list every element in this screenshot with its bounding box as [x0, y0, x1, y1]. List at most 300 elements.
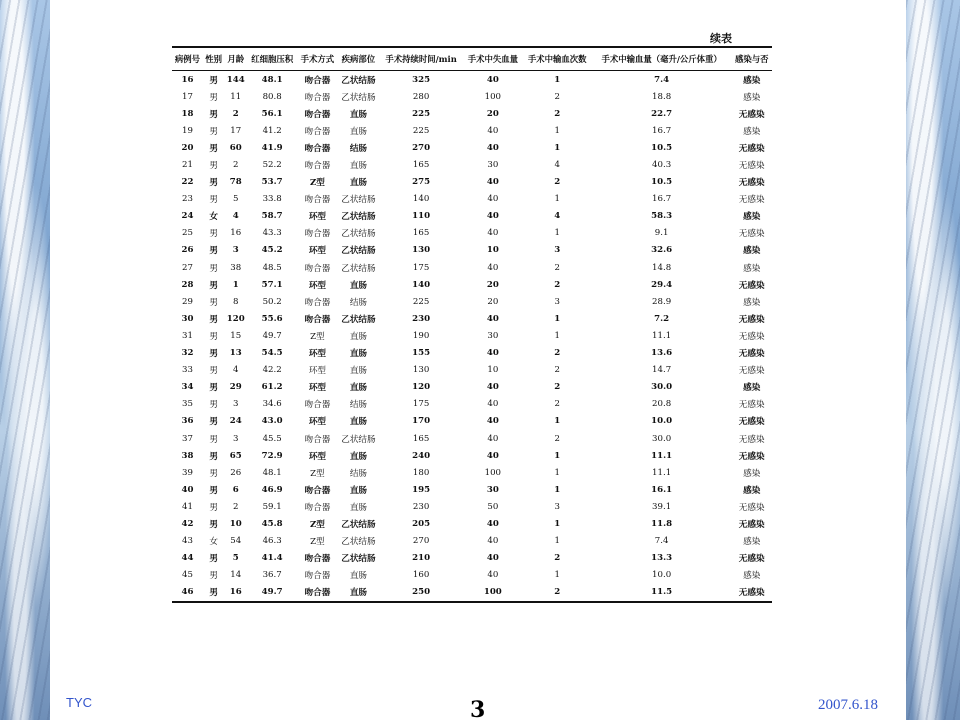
table-cell: 感染 [743, 297, 761, 308]
table-cell: 乙状结肠 [341, 195, 376, 206]
table-cell: 41.4 [261, 553, 283, 564]
table-cell: 230 [412, 313, 431, 324]
table-cell: 40 [487, 262, 499, 273]
table-cell: 男 [209, 246, 218, 257]
table-cell: 吻合器 [304, 126, 331, 137]
table-cell: 环型 [308, 417, 327, 428]
table-cell: 43 [182, 536, 193, 547]
table-cell: 乙状结肠 [341, 434, 376, 445]
table-cell: Z型 [309, 178, 325, 189]
table-cell: 乙状结肠 [341, 212, 376, 223]
table-cell: 男 [209, 349, 218, 360]
table-cell: 感染 [743, 537, 761, 548]
table-cell: 16 [181, 74, 194, 85]
table-cell: 43.3 [262, 228, 282, 239]
table-cell: 33 [182, 365, 193, 376]
table-cell: 30 [487, 330, 499, 341]
table-cell: 男 [209, 143, 218, 154]
table-cell: 175 [412, 399, 430, 410]
table-cell: 环型 [308, 212, 327, 223]
table-cell: 结肠 [349, 468, 368, 479]
table-cell: 无感染 [738, 417, 765, 428]
table-cell: 155 [412, 348, 431, 359]
table-cell: 40 [487, 228, 499, 239]
table-cell: 21 [182, 160, 193, 171]
table-cell: 17 [182, 91, 193, 102]
table-cell: 9.1 [654, 228, 669, 239]
table-cell: 165 [412, 228, 430, 239]
table-cell: 40 [487, 125, 499, 136]
table-cell: 感染 [743, 263, 761, 274]
table-cell: 31 [182, 330, 193, 341]
table-cell: 2 [554, 91, 560, 102]
table-cell: 40 [486, 313, 499, 324]
table-cell: 无感染 [738, 519, 765, 530]
table-cell: 100 [484, 91, 502, 102]
table-cell: 43.0 [261, 416, 283, 427]
table-cell: 直肠 [349, 178, 368, 189]
table-cell: 40 [486, 348, 499, 359]
table-cell: 49.7 [261, 587, 283, 598]
column-header: 感染与否 [731, 47, 772, 71]
table-cell: 11.5 [651, 587, 673, 598]
table-row [172, 225, 772, 242]
table-cell: 20 [486, 108, 499, 119]
table-cell: 14.7 [652, 365, 672, 376]
table-cell: 24 [229, 416, 242, 427]
table-row [172, 430, 772, 447]
table-cell: 40 [487, 399, 499, 410]
table-cell: 2 [554, 177, 561, 188]
table-cell: 13 [229, 348, 242, 359]
table-cell: 46 [181, 587, 194, 598]
column-header: 手术持续时间/min [379, 47, 463, 71]
footer-date: 2007.6.18 [818, 697, 878, 713]
table-cell: 男 [209, 280, 218, 291]
table-cell: 直肠 [349, 331, 368, 342]
column-header: 手术中输血量（毫升/公斤体重） [592, 47, 732, 71]
table-cell: 女 [209, 537, 218, 548]
table-cell: Z型 [310, 331, 325, 342]
table-cell: 乙状结肠 [341, 314, 376, 325]
table-cell: 210 [412, 553, 431, 564]
table-cell: 吻合器 [304, 143, 331, 154]
table-cell: 5 [232, 194, 239, 205]
table-cell: 男 [209, 366, 218, 377]
table-cell: 40 [486, 518, 499, 529]
table-cell: 无感染 [738, 143, 765, 154]
page-number: 3 [470, 697, 486, 723]
table-cell: 1 [554, 228, 560, 239]
table-row [172, 327, 772, 344]
table-row [172, 242, 772, 259]
table-row [172, 208, 772, 225]
table-cell: 吻合器 [304, 161, 331, 172]
table-cell: 11.8 [651, 518, 673, 529]
table-cell: 110 [412, 211, 431, 222]
table-body [172, 71, 772, 602]
table-cell: 39 [182, 467, 193, 478]
table-cell: 190 [412, 330, 430, 341]
table-cell: 男 [209, 554, 218, 565]
table-cell: 男 [209, 485, 218, 496]
table-cell: 54 [230, 536, 242, 547]
table-cell: 46.9 [261, 484, 283, 495]
table-cell: 40.3 [652, 160, 672, 171]
table-cell: 30.0 [652, 433, 672, 444]
table-cell: 男 [209, 417, 218, 428]
table-cell: 170 [412, 416, 431, 427]
table-row [172, 379, 772, 396]
table-cell: 吻合器 [304, 195, 331, 206]
table-cell: 42 [181, 518, 194, 529]
table-cell: 直肠 [349, 109, 368, 120]
table-cell: 48.5 [262, 262, 282, 273]
table-cell: 34.6 [262, 399, 282, 410]
table-cell: 48.1 [262, 467, 282, 478]
table-cell: 30 [181, 313, 194, 324]
table-cell: 直肠 [349, 161, 368, 172]
table-cell: 46.3 [262, 536, 282, 547]
table-cell: 39.1 [652, 501, 672, 512]
table-cell: 22 [181, 177, 194, 188]
table-cell: 40 [486, 211, 499, 222]
table-cell: 60 [229, 142, 242, 153]
table-cell: 165 [412, 433, 430, 444]
table-cell: 16.7 [652, 194, 672, 205]
table-cell: 直肠 [349, 485, 368, 496]
table-row [172, 481, 772, 498]
table-cell: 270 [412, 142, 431, 153]
table-cell: 17 [230, 125, 242, 136]
table-row [172, 122, 772, 139]
table-cell: 无感染 [738, 434, 765, 445]
table-row [172, 550, 772, 567]
table-cell: 37 [182, 433, 193, 444]
column-header: 月龄 [224, 47, 247, 71]
table-cell: 吻合器 [304, 263, 331, 274]
table-cell: 280 [412, 91, 430, 102]
table-cell: 2 [554, 108, 561, 119]
table-cell: 240 [412, 450, 431, 461]
table-cell: 165 [412, 160, 430, 171]
table-cell: 30 [486, 484, 499, 495]
table-cell: 1 [554, 536, 560, 547]
table-cell: 33.8 [262, 194, 282, 205]
table-row [172, 139, 772, 156]
table-cell: 48.1 [261, 74, 283, 85]
table-cell: 2 [232, 501, 239, 512]
table-cell: 3 [554, 501, 560, 512]
table-cell: 58.3 [651, 211, 673, 222]
column-header: 性别 [203, 47, 224, 71]
table-row [172, 293, 772, 310]
table-row [172, 515, 772, 532]
table-cell: 52.2 [262, 160, 282, 171]
table-cell: 1 [554, 518, 561, 529]
table-cell: 25 [182, 228, 193, 239]
table-cell: 男 [209, 92, 218, 103]
left-decorative-panel [0, 0, 50, 720]
table-cell: 42.2 [262, 365, 282, 376]
table-cell: 男 [209, 331, 218, 342]
table-cell: 13.6 [651, 348, 673, 359]
table-cell: 16.1 [651, 484, 673, 495]
table-cell: 180 [412, 467, 430, 478]
table-cell: 乙状结肠 [341, 75, 376, 86]
table-cell: 10.5 [651, 177, 673, 188]
table-cell: 41 [182, 501, 193, 512]
table-cell: 1 [554, 194, 560, 205]
table-cell: 女 [209, 212, 218, 223]
table-cell: 55.6 [261, 313, 283, 324]
table-cell: 19 [182, 125, 193, 136]
table-row [172, 498, 772, 515]
table-cell: 无感染 [738, 588, 765, 599]
column-header: 手术中失血量 [463, 47, 523, 71]
table-cell: 175 [412, 262, 430, 273]
table-cell: 195 [412, 484, 431, 495]
table-cell: 29.4 [651, 279, 673, 290]
table-cell: 吻合器 [304, 92, 331, 103]
table-cell: 直肠 [349, 280, 368, 291]
table-cell: 男 [209, 451, 218, 462]
table-cell: 2 [554, 587, 561, 598]
table-cell: 41.2 [262, 125, 282, 136]
table-cell: 吻合器 [304, 434, 331, 445]
table-cell: 感染 [743, 126, 761, 137]
table-cell: 无感染 [738, 554, 765, 565]
table-cell: 6 [232, 484, 239, 495]
table-row [172, 174, 772, 191]
table-cell: 58.7 [261, 211, 283, 222]
table-cell: 225 [412, 296, 430, 307]
table-cell: 1 [232, 279, 239, 290]
table-cell: 感染 [743, 212, 761, 223]
table-cell: 20 [181, 142, 194, 153]
table-cell: 40 [486, 450, 499, 461]
table-cell: 40 [487, 433, 499, 444]
table-cell: 205 [412, 518, 431, 529]
table-cell: 结肠 [349, 143, 368, 154]
table-cell: 49.7 [262, 330, 282, 341]
table-cell: 40 [487, 194, 499, 205]
table-cell: 40 [486, 416, 499, 427]
table-row [172, 259, 772, 276]
table-row [172, 345, 772, 362]
table-cell: 男 [209, 229, 218, 240]
table-cell: 乙状结肠 [341, 229, 376, 240]
table-cell: 250 [412, 587, 431, 598]
table-cell: 11.1 [652, 467, 672, 478]
table-cell: 吻合器 [304, 229, 331, 240]
table-cell: 30 [487, 160, 499, 171]
table-cell: 40 [486, 142, 499, 153]
table-cell: 男 [209, 383, 218, 394]
table-cell: 4 [232, 365, 239, 376]
table-cell: 1 [554, 416, 561, 427]
table-cell: 2 [554, 262, 560, 273]
table-cell: 无感染 [738, 314, 765, 325]
table-cell: 24 [181, 211, 194, 222]
table-cell: 男 [209, 571, 218, 582]
column-header: 手术中输血次数 [523, 47, 592, 71]
table-cell: 3 [232, 399, 239, 410]
table-cell: 10.0 [652, 570, 672, 581]
table-cell: 40 [486, 553, 499, 564]
table-cell: 男 [209, 588, 218, 599]
table-cell: 5 [232, 553, 239, 564]
table-cell: 结肠 [349, 400, 368, 411]
table-cell: 45.2 [261, 245, 283, 256]
table-cell: 男 [209, 314, 218, 325]
table-cell: 直肠 [349, 502, 368, 513]
table-cell: 230 [412, 501, 430, 512]
table-cell: 16.7 [652, 125, 672, 136]
table-cell: 36 [181, 416, 194, 427]
table-cell: 2 [554, 279, 561, 290]
table-cell: 8 [232, 296, 239, 307]
table-cell: 环型 [308, 246, 327, 257]
table-row [172, 533, 772, 550]
table-cell: 130 [412, 365, 430, 376]
table-cell: 29 [229, 382, 242, 393]
table-cell: 20 [487, 296, 499, 307]
table-cell: 29 [182, 296, 193, 307]
table-cell: 65 [229, 450, 242, 461]
table-row [172, 88, 772, 105]
table-cell: 男 [209, 400, 218, 411]
table-cell: 2 [554, 382, 561, 393]
table-header-row [172, 47, 772, 71]
table-cell: 无感染 [738, 229, 765, 240]
table-cell: 感染 [743, 571, 761, 582]
table-cell: 225 [412, 108, 431, 119]
table-cell: 吻合器 [304, 314, 331, 325]
table-cell: 140 [412, 279, 431, 290]
table-cell: 乙状结肠 [341, 92, 376, 103]
table-row [172, 71, 772, 89]
table-cell: 环型 [308, 349, 327, 360]
table-cell: 54.5 [261, 348, 283, 359]
table-cell: 4 [554, 211, 561, 222]
table-cell: 感染 [743, 468, 761, 479]
table-cell: 34 [181, 382, 194, 393]
table-cell: 1 [554, 330, 560, 341]
table-cell: 7.2 [654, 313, 670, 324]
table-cell: 乙状结肠 [341, 519, 376, 530]
table-cell: 吻合器 [304, 485, 331, 496]
table-cell: 53.7 [261, 177, 283, 188]
table-cell: 无感染 [738, 400, 765, 411]
table-cell: 57.1 [261, 279, 283, 290]
table-row [172, 156, 772, 173]
table-cell: Z型 [310, 468, 325, 479]
table-cell: 1 [554, 467, 560, 478]
table-cell: 27 [182, 262, 193, 273]
table-cell: 7.4 [654, 536, 669, 547]
table-cell: 4 [232, 211, 239, 222]
table-cell: 2 [554, 399, 560, 410]
table-cell: 无感染 [738, 280, 765, 291]
table-cell: 无感染 [738, 195, 765, 206]
table-cell: 吻合器 [304, 75, 331, 86]
table-cell: 10 [487, 365, 499, 376]
table-cell: 乙状结肠 [341, 554, 376, 565]
table-cell: 1 [554, 570, 560, 581]
table-cell: 130 [412, 245, 431, 256]
table-cell: 男 [209, 519, 218, 530]
table-cell: 乙状结肠 [341, 263, 376, 274]
table-row [172, 310, 772, 327]
table-cell: 感染 [743, 246, 761, 257]
table-cell: 吻合器 [304, 502, 331, 513]
table-cell: 56.1 [261, 108, 283, 119]
table-cell: 男 [209, 126, 218, 137]
table-row [172, 447, 772, 464]
table-cell: 无感染 [738, 178, 765, 189]
table-cell: 环型 [308, 366, 327, 377]
table-cell: 16 [230, 228, 242, 239]
table-cell: 1 [554, 74, 561, 85]
table-cell: 22.7 [651, 108, 673, 119]
table-row [172, 396, 772, 413]
table-cell: 男 [209, 161, 218, 172]
table-cell: 14.8 [652, 262, 672, 273]
table-cell: 23 [182, 194, 193, 205]
table-cell: 男 [209, 263, 218, 274]
table-cell: 40 [181, 484, 194, 495]
table-cell: 男 [209, 75, 218, 86]
table-cell: 45.8 [261, 518, 283, 529]
table-cell: 直肠 [349, 451, 368, 462]
table-cell: 吻合器 [304, 571, 331, 582]
table-cell: 3 [554, 296, 560, 307]
table-cell: 72.9 [261, 450, 283, 461]
table-cell: 无感染 [738, 349, 765, 360]
table-cell: 11.1 [651, 450, 673, 461]
table-cell: 26 [181, 245, 194, 256]
table-cell: 100 [483, 587, 502, 598]
table-cell: 男 [209, 434, 218, 445]
table-cell: 感染 [743, 485, 761, 496]
table-row [172, 105, 772, 122]
table-cell: 270 [412, 536, 430, 547]
table-cell: 2 [554, 348, 561, 359]
table-cell: 32.6 [651, 245, 673, 256]
table-cell: 40 [487, 570, 499, 581]
table-cell: 275 [412, 177, 431, 188]
table-cell: 感染 [743, 383, 761, 394]
table-cell: 1 [554, 313, 561, 324]
table-cell: 120 [226, 313, 245, 324]
table-cell: 吻合器 [304, 109, 331, 120]
table-cell: 325 [412, 74, 431, 85]
table-cell: 直肠 [349, 349, 368, 360]
table-cell: 1 [554, 450, 561, 461]
table-cell: 140 [412, 194, 430, 205]
table-cell: 26 [230, 467, 242, 478]
table-cell: 144 [226, 74, 245, 85]
table-cell: 36.7 [262, 570, 282, 581]
right-decorative-panel [906, 0, 960, 720]
table-cell: 50 [487, 501, 499, 512]
table-cell: 直肠 [349, 571, 368, 582]
table-cell: 直肠 [349, 417, 368, 428]
table-cell: 38 [181, 450, 194, 461]
table-cell: 28 [181, 279, 194, 290]
table-cell: 直肠 [349, 383, 368, 394]
